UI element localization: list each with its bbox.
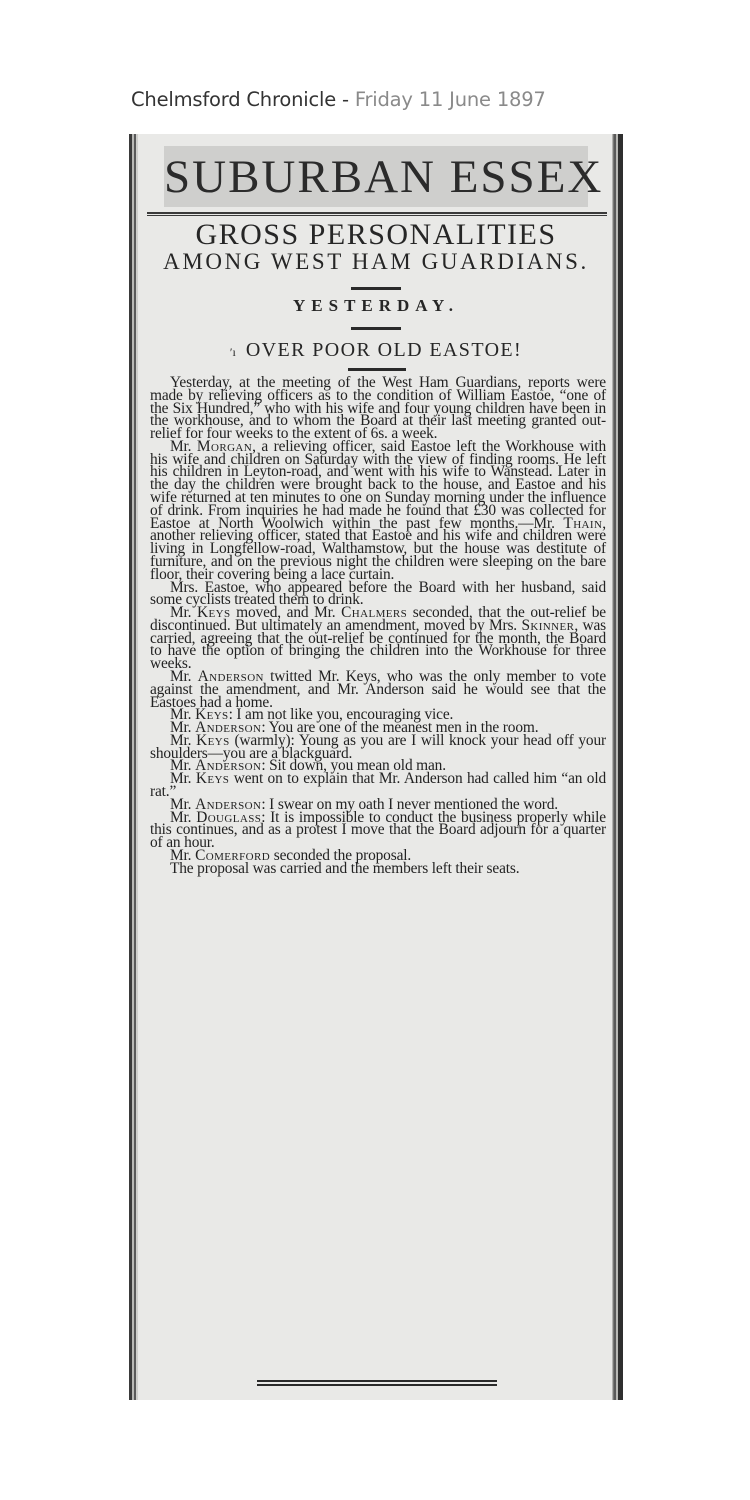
- speaker-name: Keys: [196, 731, 230, 749]
- publication-date: Friday 11 June 1897: [354, 88, 546, 111]
- article-paragraph: [150, 859, 606, 877]
- end-of-article-rule: [257, 1380, 497, 1386]
- paragraph-text: : It is impossible to conduct the business properly while this continues, and as a protest I move that the Board adjourn for a quarter of an hour.: [150, 808, 606, 852]
- paragraph-text: : I swear on my oath I never mentioned the word.: [261, 795, 559, 813]
- deck-text: OVER POOR OLD EASTOE!: [245, 339, 523, 361]
- article-body: [150, 374, 607, 877]
- speaker-name: Chalmers: [341, 604, 408, 622]
- speaker-name: Keys: [197, 604, 231, 622]
- paragraph-text: Mr.: [170, 846, 196, 864]
- paragraph-text: seconded, that the out-relief be discontinued. But ultimately an amendment, moved by Mrs.: [150, 604, 606, 634]
- section-masthead: SUBURBAN ESSEX: [164, 151, 604, 203]
- paragraph-text: Mr.: [170, 731, 197, 749]
- publication-name: Chelmsford Chronicle: [131, 88, 336, 111]
- paragraph-text: , another relieving officer, stated that Eastoe and his wife and children were living in Longfellow-road, Walthamstow, but the house was destitute of furniture, and on the previous night the children were sleeping on the bare floor, their covering being a lace curtain.: [150, 514, 606, 583]
- paragraph-text: Mr.: [170, 604, 198, 622]
- paragraph-text: Mrs. Eastoe, who appeared before the Board with her husband, said some cyclists treated them to drink.: [150, 578, 606, 609]
- article-deck: [140, 339, 612, 362]
- speaker-name: Morgan: [196, 437, 253, 455]
- paragraph-text: Yesterday, at the meeting of the West Ham Guardians, reports were made by relieving officers as to the condition of William Eastoe, “one of the Six Hundred,” who with his wife and four young children have been in the workhouse, and to whom the Board at their last meeting granted out-relief for four weeks to the extent of 6s. a week.: [150, 374, 606, 443]
- speaker-name: Comerford: [195, 846, 271, 864]
- article-paragraph: [150, 374, 606, 443]
- deck-marker: ′ı: [229, 345, 236, 359]
- headline-rule: [351, 287, 401, 290]
- paragraph-text: Mr.: [170, 437, 197, 455]
- speaker-name: Thain: [563, 514, 603, 532]
- caption-separator: -: [336, 88, 355, 111]
- page-caption: [131, 88, 546, 111]
- article-paragraph: [150, 667, 606, 711]
- speaker-name: Keys: [195, 770, 230, 788]
- speaker-name: Anderson: [197, 667, 264, 685]
- paragraph-text: , was carried, agreeing that the out-relief be continued for the month, the Board to have the option of bringing the children into the Workhouse for three weeks.: [150, 616, 606, 673]
- speaker-name: Anderson: [195, 757, 262, 775]
- paragraph-text: (warmly): Young as you are I will knock your head off your shoulders—you are a blackguard.: [150, 731, 606, 762]
- paragraph-text: : Sit down, you mean old man.: [261, 757, 446, 775]
- speaker-name: Skinner: [521, 616, 575, 634]
- paragraph-text: Mr.: [170, 719, 196, 737]
- paragraph-text: twitted Mr. Keys, who was the only member to vote against the amendment, and Mr. Anderson said he would see that the Eastoes had a home.: [150, 667, 606, 711]
- deck-rule: [348, 368, 406, 371]
- masthead-divider: [147, 212, 607, 216]
- speaker-name: Douglass: [196, 808, 262, 826]
- paragraph-text: : You are one of the meanest men in the room.: [261, 719, 539, 737]
- speaker-name: Anderson: [195, 795, 262, 813]
- paragraph-text: , a relieving officer, said Eastoe left the Workhouse with his wife and children on Saturday with the view of finding rooms. He left his children in Leyton-road, and went with his wife to Wanstead. Later in the day the children were brought back to the house, and Eastoe and his wife returned at ten minutes to one on Sunday morning under the influence of drink. From inquiries he had made he found that £30 was collected for Eastoe at North Woolwich within the past few months.—Mr.: [150, 437, 607, 532]
- paragraph-text: went on to explain that Mr. Anderson had called him “an old rat.”: [150, 770, 607, 800]
- paragraph-text: Mr.: [170, 770, 196, 788]
- paragraph-text: Mr.: [170, 795, 196, 813]
- paragraph-text: moved, and Mr.: [230, 604, 342, 622]
- dateline-rule: [351, 327, 401, 330]
- speaker-name: Anderson: [195, 719, 262, 737]
- paragraph-text: Mr.: [170, 667, 198, 685]
- paragraph-text: seconded the proposal.: [270, 846, 412, 864]
- clipping-left-border: [129, 134, 138, 1400]
- article-paragraph: [150, 604, 606, 673]
- paragraph-text: Mr.: [170, 808, 197, 826]
- paragraph-text: Mr.: [170, 706, 196, 724]
- article-dateline: YESTERDAY.: [293, 296, 459, 315]
- article-subheadline: AMONG WEST HAM GUARDIANS.: [163, 249, 589, 274]
- article-paragraph: [150, 808, 606, 852]
- clipping-right-border: [612, 134, 623, 1400]
- paragraph-text: The proposal was carried and the members left their seats.: [170, 859, 520, 877]
- paragraph-text: : I am not like you, encouraging vice.: [228, 706, 454, 724]
- speaker-name: Keys: [195, 706, 229, 724]
- article-paragraph: [150, 437, 607, 583]
- paragraph-text: Mr.: [170, 757, 196, 775]
- article-headline: GROSS PERSONALITIES: [195, 218, 557, 251]
